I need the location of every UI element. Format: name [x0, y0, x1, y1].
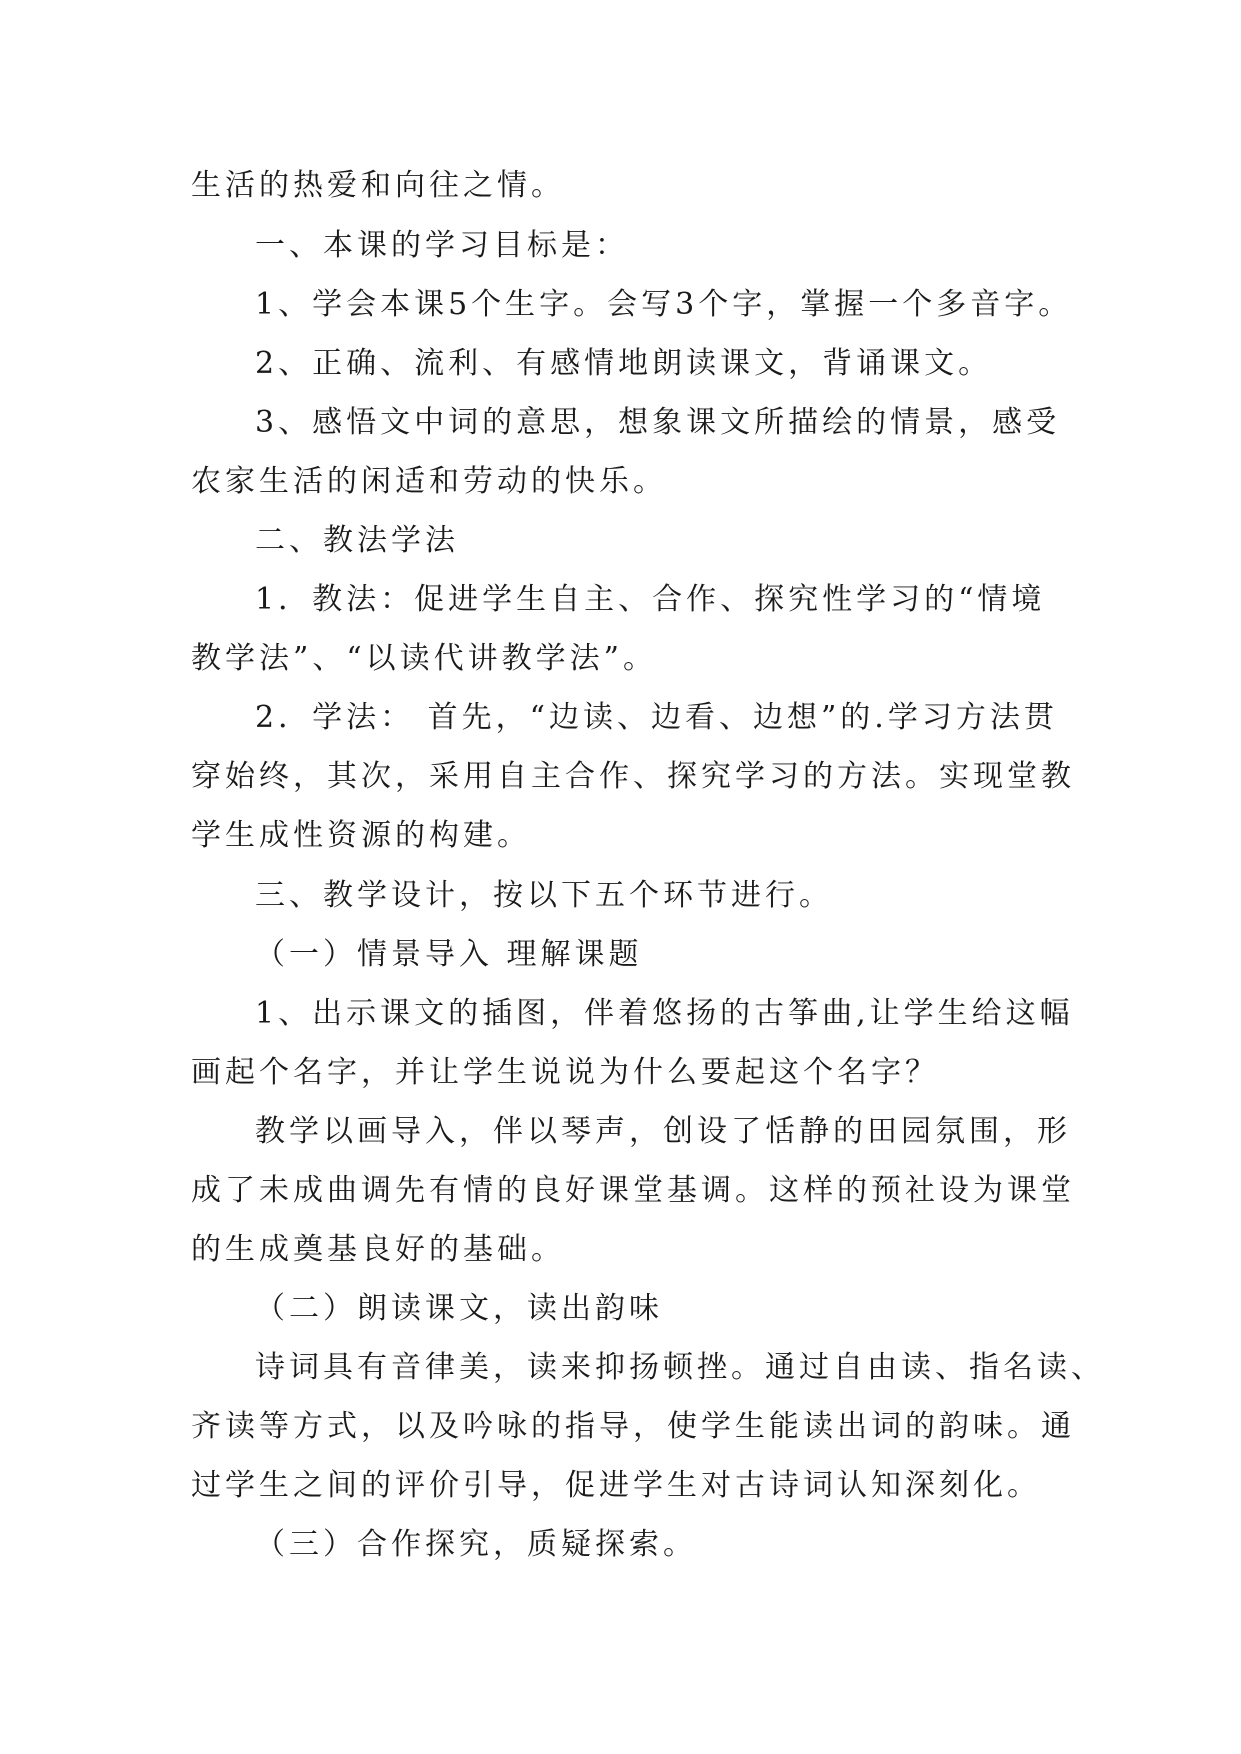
text-line: 2、正确、流利、有感情地朗读课文，背诵课文。: [255, 346, 993, 381]
text-line: 1．教法：促进学生自主、合作、探究性学习的“情境: [255, 582, 1046, 617]
text-line: 1、出示课文的插图，伴着悠扬的古筝曲,让学生给这幅: [255, 996, 1074, 1031]
section-heading: 三、教学设计，按以下五个环节进行。: [255, 878, 833, 913]
text-line: 教学以画导入，伴以琴声，创设了恬静的田园氛围，形: [255, 1114, 1071, 1149]
text-line: 成了未成曲调先有情的良好课堂基调。这样的预社设为课堂: [191, 1173, 1075, 1208]
text-line: 学生成性资源的构建。: [191, 818, 531, 853]
subsection-heading: （三）合作探究，质疑探索。: [255, 1527, 697, 1562]
section-heading: 一、本课的学习目标是：: [255, 228, 629, 263]
text-line: 1、学会本课5个生字。会写3个字，掌握一个多音字。: [255, 287, 1073, 322]
text-line: 穿始终，其次，采用自主合作、探究学习的方法。实现堂教: [191, 759, 1075, 794]
text-line: 2．学法： 首先，“边读、边看、边想”的.学习方法贯: [255, 700, 1058, 735]
text-line: 农家生活的闲适和劳动的快乐。: [191, 464, 667, 499]
text-line: 画起个名字，并让学生说说为什么要起这个名字？: [191, 1055, 939, 1090]
text-line: 过学生之间的评价引导，促进学生对古诗词认知深刻化。: [191, 1468, 1041, 1503]
subsection-heading: （二）朗读课文，读出韵味: [255, 1291, 663, 1326]
text-line: 诗词具有音律美，读来抑扬顿挫。通过自由读、指名读、: [255, 1350, 1105, 1385]
text-line: 的生成奠基良好的基础。: [191, 1232, 565, 1267]
section-heading: 二、教法学法: [255, 523, 459, 558]
text-line: 生活的热爱和向往之情。: [191, 168, 565, 203]
subsection-heading: （一）情景导入 理解课题: [255, 937, 643, 972]
text-line: 齐读等方式，以及吟咏的指导，使学生能读出词的韵味。通: [191, 1409, 1075, 1444]
text-line: 教学法”、“以读代讲教学法”。: [191, 641, 658, 676]
text-line: 3、感悟文中词的意思，想象课文所描绘的情景，感受: [255, 405, 1061, 440]
